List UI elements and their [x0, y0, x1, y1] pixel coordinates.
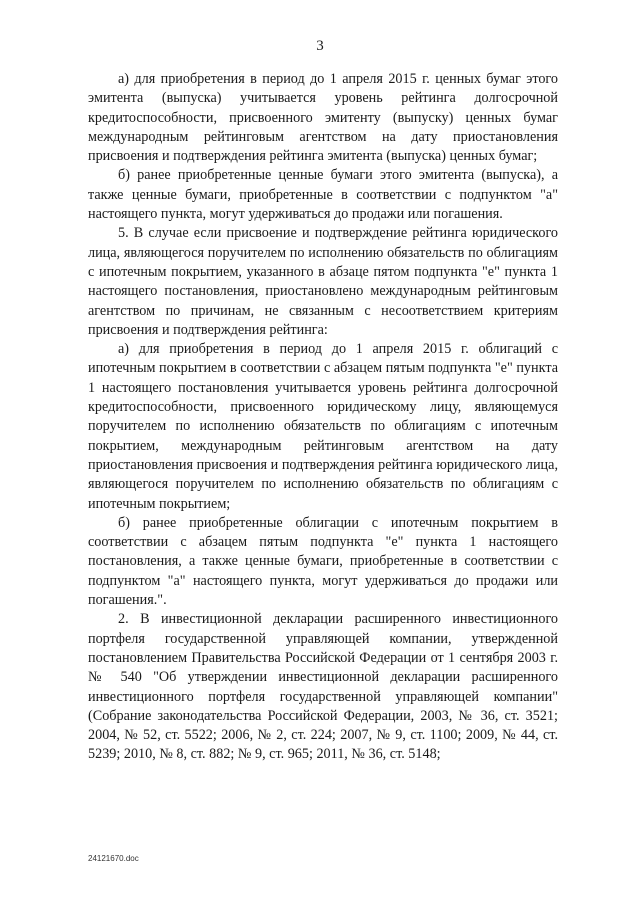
document-body [88, 70, 558, 765]
paragraph-4a: а) для приобретения в период до 1 апреля 2015 г. ценных бумаг этого эмитента (выпуска) учитывается уровень рейтинга долгосрочной кредитоспособности, присвоенного эмитенту (выпуску) ценных бумаг международным рейтинговым агентством на дату приостановления присвоения и подтверждения рейтинга эмитента (выпуска) ценных бумаг; [88, 71, 558, 165]
paragraph-5a: а) для приобретения в период до 1 апреля 2015 г. облигаций с ипотечным покрытием в соответствии с абзацем пятым подпункта "е" пункта 1 настоящего постановления учитывается уровень рейтинга долгосрочной кредитоспособности, присвоенного юридическому лицу, являющемуся поручителем по исполнению обязательств по облигациям с ипотечным покрытием, международным рейтинговым агентством на дату приостановления присвоения и подтверждения рейтинга юридического лица, являющегося поручителем по исполнению обязательств по облигациям с ипотечным покрытием; [88, 341, 558, 512]
document-file-name: 24121670.doc [88, 854, 139, 863]
page-number: 3 [316, 38, 324, 54]
paragraph-2: 2. В инвестиционной декларации расширенного инвестиционного портфеля государственной управляющей компании, утвержденной постановлением Правительства Российской Федерации от 1 сентября 2003 г. № 540 "Об утверждении инвестиционной декларации расширенного инвестиционного портфеля государственной управляющей компании" (Собрание законодательства Российской Федерации, 2003, № 36, ст. 3521; 2004, № 52, ст. 5522; 2006, № 2, ст. 224; 2007, № 9, ст. 1100; 2009, № 44, ст. 5239; 2010, № 8, ст. 882; № 9, ст. 965; 2011, № 36, ст. 5148; [88, 611, 558, 763]
paragraph-4b: б) ранее приобретенные ценные бумаги этого эмитента (выпуска), а также ценные бумаги, приобретенные в соответствии с подпунктом "а" настоящего пункта, могут удерживаться до продажи или погашения. [88, 167, 558, 223]
paragraph-5b: б) ранее приобретенные облигации с ипотечным покрытием в соответствии с абзацем пятым подпункта "е" пункта 1 настоящего постановления, а также ценные бумаги, приобретенные в соответствии с подпунктом "а" настоящего пункта, могут удерживаться до продажи или погашения.". [88, 514, 558, 609]
paragraph-5: 5. В случае если присвоение и подтверждение рейтинга юридического лица, являющегося поручителем по исполнению обязательств по облигациям с ипотечным покрытием, указанного в абзаце пятом подпункта "е" пункта 1 настоящего постановления, приостановлено международным рейтинговым агентством по причинам, не связанным с несоответствием критериям присвоения и подтверждения рейтинга: [88, 225, 558, 338]
